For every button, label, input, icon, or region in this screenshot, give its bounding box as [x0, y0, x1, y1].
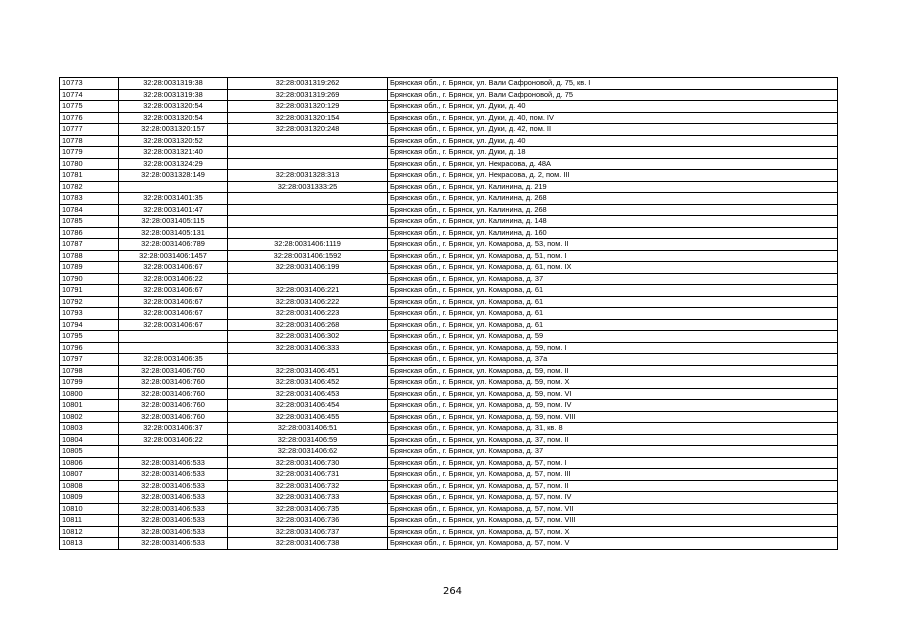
cadastral-number-cell: 32:28:0031319:38 [119, 89, 228, 101]
row-number-cell: 10782 [60, 181, 119, 193]
premises-number-cell [228, 193, 388, 205]
cadastral-number-cell: 32:28:0031406:35 [119, 354, 228, 366]
cadastral-number-cell: 32:28:0031406:1457 [119, 250, 228, 262]
table-row [60, 112, 838, 124]
address-cell: Брянская обл., г. Брянск, ул. Комарова, д. 61 [388, 319, 838, 331]
cadastral-number-cell: 32:28:0031406:760 [119, 365, 228, 377]
premises-number-cell [228, 135, 388, 147]
address-cell: Брянская обл., г. Брянск, ул. Комарова, д. 57, пом. IV [388, 492, 838, 504]
premises-number-cell [228, 147, 388, 159]
address-cell: Брянская обл., г. Брянск, ул. Комарова, д. 61 [388, 296, 838, 308]
page-number: 264 [442, 586, 463, 597]
address-cell: Брянская обл., г. Брянск, ул. Комарова, д. 51, пом. I [388, 250, 838, 262]
premises-number-cell: 32:28:0031406:62 [228, 446, 388, 458]
premises-number-cell: 32:28:0031406:735 [228, 503, 388, 515]
cadastral-number-cell: 32:28:0031406:760 [119, 388, 228, 400]
cadastral-number-cell: 32:28:0031320:52 [119, 135, 228, 147]
cadastral-number-cell: 32:28:0031406:760 [119, 377, 228, 389]
premises-number-cell [228, 354, 388, 366]
address-cell: Брянская обл., г. Брянск, ул. Комарова, д. 59, пом. I [388, 342, 838, 354]
table-row [60, 526, 838, 538]
table-row [60, 469, 838, 481]
row-number-cell: 10811 [60, 515, 119, 527]
row-number-cell: 10775 [60, 101, 119, 113]
premises-number-cell [228, 227, 388, 239]
table-row [60, 331, 838, 343]
row-number-cell: 10790 [60, 273, 119, 285]
address-cell: Брянская обл., г. Брянск, ул. Комарова, д. 57, пом. II [388, 480, 838, 492]
premises-number-cell: 32:28:0031406:222 [228, 296, 388, 308]
table-row [60, 480, 838, 492]
row-number-cell: 10803 [60, 423, 119, 435]
address-cell: Брянская обл., г. Брянск, ул. Комарова, д. 57, пом. X [388, 526, 838, 538]
row-number-cell: 10793 [60, 308, 119, 320]
cadastral-number-cell: 32:28:0031406:533 [119, 469, 228, 481]
address-cell: Брянская обл., г. Брянск, ул. Калинина, д. 268 [388, 204, 838, 216]
premises-number-cell: 32:28:0031406:1592 [228, 250, 388, 262]
premises-number-cell: 32:28:0031406:302 [228, 331, 388, 343]
premises-number-cell: 32:28:0031406:451 [228, 365, 388, 377]
premises-number-cell: 32:28:0031319:269 [228, 89, 388, 101]
row-number-cell: 10802 [60, 411, 119, 423]
premises-number-cell: 32:28:0031406:732 [228, 480, 388, 492]
row-number-cell: 10788 [60, 250, 119, 262]
premises-number-cell: 32:28:0031406:453 [228, 388, 388, 400]
address-cell: Брянская обл., г. Брянск, ул. Комарова, д. 59 [388, 331, 838, 343]
premises-number-cell: 32:28:0031406:455 [228, 411, 388, 423]
table-row [60, 89, 838, 101]
address-cell: Брянская обл., г. Брянск, ул. Комарова, д. 57, пом. III [388, 469, 838, 481]
address-cell: Брянская обл., г. Брянск, ул. Комарова, д. 57, пом. I [388, 457, 838, 469]
registry-table-body [60, 78, 838, 550]
row-number-cell: 10801 [60, 400, 119, 412]
cadastral-number-cell: 32:28:0031320:157 [119, 124, 228, 136]
table-row [60, 354, 838, 366]
premises-number-cell: 32:28:0031406:733 [228, 492, 388, 504]
cadastral-number-cell [119, 331, 228, 343]
row-number-cell: 10783 [60, 193, 119, 205]
cadastral-number-cell: 32:28:0031319:38 [119, 78, 228, 90]
address-cell: Брянская обл., г. Брянск, ул. Вали Сафроновой, д. 75, кв. I [388, 78, 838, 90]
address-cell: Брянская обл., г. Брянск, ул. Комарова, д. 59, пом. II [388, 365, 838, 377]
table-row [60, 434, 838, 446]
table-row [60, 181, 838, 193]
table-row [60, 285, 838, 297]
cadastral-number-cell: 32:28:0031406:533 [119, 538, 228, 550]
table-row [60, 423, 838, 435]
premises-number-cell: 32:28:0031319:262 [228, 78, 388, 90]
cadastral-number-cell [119, 342, 228, 354]
table-row [60, 342, 838, 354]
premises-number-cell: 32:28:0031406:731 [228, 469, 388, 481]
premises-number-cell: 32:28:0031320:129 [228, 101, 388, 113]
cadastral-number-cell [119, 446, 228, 458]
row-number-cell: 10778 [60, 135, 119, 147]
cadastral-number-cell [119, 181, 228, 193]
cadastral-number-cell: 32:28:0031320:54 [119, 112, 228, 124]
cadastral-number-cell: 32:28:0031406:533 [119, 457, 228, 469]
premises-number-cell: 32:28:0031406:737 [228, 526, 388, 538]
row-number-cell: 10777 [60, 124, 119, 136]
premises-number-cell: 32:28:0031406:268 [228, 319, 388, 331]
registry-table [59, 77, 838, 550]
row-number-cell: 10794 [60, 319, 119, 331]
row-number-cell: 10797 [60, 354, 119, 366]
row-number-cell: 10798 [60, 365, 119, 377]
cadastral-number-cell: 32:28:0031406:67 [119, 262, 228, 274]
row-number-cell: 10800 [60, 388, 119, 400]
premises-number-cell: 32:28:0031406:736 [228, 515, 388, 527]
row-number-cell: 10799 [60, 377, 119, 389]
table-row [60, 319, 838, 331]
premises-number-cell: 32:28:0031328:313 [228, 170, 388, 182]
table-row [60, 400, 838, 412]
address-cell: Брянская обл., г. Брянск, ул. Комарова, д. 61, пом. IX [388, 262, 838, 274]
table-row [60, 365, 838, 377]
address-cell: Брянская обл., г. Брянск, ул. Калинина, д. 148 [388, 216, 838, 228]
cadastral-number-cell: 32:28:0031406:67 [119, 285, 228, 297]
cadastral-number-cell: 32:28:0031405:115 [119, 216, 228, 228]
premises-number-cell: 32:28:0031406:333 [228, 342, 388, 354]
cadastral-number-cell: 32:28:0031406:760 [119, 411, 228, 423]
table-row [60, 446, 838, 458]
address-cell: Брянская обл., г. Брянск, ул. Дуки, д. 42, пом. II [388, 124, 838, 136]
address-cell: Брянская обл., г. Брянск, ул. Калинина, д. 160 [388, 227, 838, 239]
address-cell: Брянская обл., г. Брянск, ул. Дуки, д. 18 [388, 147, 838, 159]
address-cell: Брянская обл., г. Брянск, ул. Комарова, д. 59, пом. VI [388, 388, 838, 400]
row-number-cell: 10795 [60, 331, 119, 343]
row-number-cell: 10781 [60, 170, 119, 182]
row-number-cell: 10806 [60, 457, 119, 469]
cadastral-number-cell: 32:28:0031406:67 [119, 296, 228, 308]
address-cell: Брянская обл., г. Брянск, ул. Комарова, д. 57, пом. V [388, 538, 838, 550]
table-row [60, 538, 838, 550]
cadastral-number-cell: 32:28:0031406:789 [119, 239, 228, 251]
address-cell: Брянская обл., г. Брянск, ул. Дуки, д. 40, пом. IV [388, 112, 838, 124]
row-number-cell: 10804 [60, 434, 119, 446]
address-cell: Брянская обл., г. Брянск, ул. Комарова, д. 57, пом. VII [388, 503, 838, 515]
address-cell: Брянская обл., г. Брянск, ул. Некрасова, д. 48А [388, 158, 838, 170]
row-number-cell: 10808 [60, 480, 119, 492]
premises-number-cell: 32:28:0031406:51 [228, 423, 388, 435]
table-row [60, 388, 838, 400]
premises-number-cell: 32:28:0031406:738 [228, 538, 388, 550]
cadastral-number-cell: 32:28:0031406:67 [119, 319, 228, 331]
table-row [60, 216, 838, 228]
address-cell: Брянская обл., г. Брянск, ул. Комарова, д. 59, пом. VIII [388, 411, 838, 423]
cadastral-number-cell: 32:28:0031406:67 [119, 308, 228, 320]
premises-number-cell [228, 158, 388, 170]
table-row [60, 204, 838, 216]
cadastral-number-cell: 32:28:0031406:760 [119, 400, 228, 412]
premises-number-cell: 32:28:0031406:454 [228, 400, 388, 412]
premises-number-cell: 32:28:0031320:248 [228, 124, 388, 136]
premises-number-cell: 32:28:0031320:154 [228, 112, 388, 124]
row-number-cell: 10776 [60, 112, 119, 124]
table-row [60, 193, 838, 205]
table-row [60, 515, 838, 527]
table-row [60, 492, 838, 504]
table-row [60, 250, 838, 262]
table-row [60, 147, 838, 159]
cadastral-number-cell: 32:28:0031328:149 [119, 170, 228, 182]
address-cell: Брянская обл., г. Брянск, ул. Комарова, д. 57, пом. VIII [388, 515, 838, 527]
cadastral-number-cell: 32:28:0031406:22 [119, 434, 228, 446]
premises-number-cell: 32:28:0031333:25 [228, 181, 388, 193]
row-number-cell: 10786 [60, 227, 119, 239]
premises-number-cell: 32:28:0031406:59 [228, 434, 388, 446]
row-number-cell: 10789 [60, 262, 119, 274]
address-cell: Брянская обл., г. Брянск, ул. Дуки, д. 40 [388, 135, 838, 147]
row-number-cell: 10779 [60, 147, 119, 159]
row-number-cell: 10810 [60, 503, 119, 515]
table-row [60, 227, 838, 239]
row-number-cell: 10785 [60, 216, 119, 228]
premises-number-cell [228, 204, 388, 216]
row-number-cell: 10809 [60, 492, 119, 504]
row-number-cell: 10784 [60, 204, 119, 216]
row-number-cell: 10792 [60, 296, 119, 308]
cadastral-number-cell: 32:28:0031324:29 [119, 158, 228, 170]
row-number-cell: 10787 [60, 239, 119, 251]
address-cell: Брянская обл., г. Брянск, ул. Комарова, д. 37 [388, 273, 838, 285]
table-row [60, 158, 838, 170]
table-row [60, 239, 838, 251]
table-row [60, 273, 838, 285]
table-row [60, 124, 838, 136]
address-cell: Брянская обл., г. Брянск, ул. Комарова, д. 37, пом. II [388, 434, 838, 446]
table-row [60, 457, 838, 469]
cadastral-number-cell: 32:28:0031406:37 [119, 423, 228, 435]
table-row [60, 296, 838, 308]
table-row [60, 262, 838, 274]
address-cell: Брянская обл., г. Брянск, ул. Комарова, д. 61 [388, 285, 838, 297]
cadastral-number-cell: 32:28:0031405:131 [119, 227, 228, 239]
address-cell: Брянская обл., г. Брянск, ул. Комарова, д. 31, кв. 8 [388, 423, 838, 435]
cadastral-number-cell: 32:28:0031406:533 [119, 492, 228, 504]
cadastral-number-cell: 32:28:0031406:533 [119, 480, 228, 492]
row-number-cell: 10774 [60, 89, 119, 101]
premises-number-cell: 32:28:0031406:223 [228, 308, 388, 320]
cadastral-number-cell: 32:28:0031401:47 [119, 204, 228, 216]
cadastral-number-cell: 32:28:0031406:533 [119, 503, 228, 515]
table-row [60, 377, 838, 389]
table-row [60, 135, 838, 147]
row-number-cell: 10813 [60, 538, 119, 550]
row-number-cell: 10773 [60, 78, 119, 90]
address-cell: Брянская обл., г. Брянск, ул. Комарова, д. 37а [388, 354, 838, 366]
row-number-cell: 10791 [60, 285, 119, 297]
cadastral-number-cell: 32:28:0031401:35 [119, 193, 228, 205]
table-row [60, 503, 838, 515]
premises-number-cell: 32:28:0031406:452 [228, 377, 388, 389]
premises-number-cell: 32:28:0031406:1119 [228, 239, 388, 251]
table-row [60, 308, 838, 320]
premises-number-cell: 32:28:0031406:199 [228, 262, 388, 274]
address-cell: Брянская обл., г. Брянск, ул. Комарова, д. 59, пом. IV [388, 400, 838, 412]
row-number-cell: 10796 [60, 342, 119, 354]
address-cell: Брянская обл., г. Брянск, ул. Комарова, д. 61 [388, 308, 838, 320]
address-cell: Брянская обл., г. Брянск, ул. Некрасова, д. 2, пом. III [388, 170, 838, 182]
cadastral-number-cell: 32:28:0031406:22 [119, 273, 228, 285]
premises-number-cell: 32:28:0031406:730 [228, 457, 388, 469]
address-cell: Брянская обл., г. Брянск, ул. Комарова, д. 59, пом. X [388, 377, 838, 389]
cadastral-number-cell: 32:28:0031406:533 [119, 526, 228, 538]
row-number-cell: 10780 [60, 158, 119, 170]
row-number-cell: 10805 [60, 446, 119, 458]
row-number-cell: 10807 [60, 469, 119, 481]
premises-number-cell [228, 273, 388, 285]
table-row [60, 101, 838, 113]
address-cell: Брянская обл., г. Брянск, ул. Калинина, д. 268 [388, 193, 838, 205]
premises-number-cell [228, 216, 388, 228]
address-cell: Брянская обл., г. Брянск, ул. Вали Сафроновой, д. 75 [388, 89, 838, 101]
table-row [60, 78, 838, 90]
cadastral-number-cell: 32:28:0031406:533 [119, 515, 228, 527]
table-row [60, 170, 838, 182]
row-number-cell: 10812 [60, 526, 119, 538]
cadastral-number-cell: 32:28:0031321:40 [119, 147, 228, 159]
cadastral-number-cell: 32:28:0031320:54 [119, 101, 228, 113]
address-cell: Брянская обл., г. Брянск, ул. Комарова, д. 37 [388, 446, 838, 458]
premises-number-cell: 32:28:0031406:221 [228, 285, 388, 297]
address-cell: Брянская обл., г. Брянск, ул. Дуки, д. 40 [388, 101, 838, 113]
address-cell: Брянская обл., г. Брянск, ул. Комарова, д. 53, пом. II [388, 239, 838, 251]
address-cell: Брянская обл., г. Брянск, ул. Калинина, д. 219 [388, 181, 838, 193]
table-row [60, 411, 838, 423]
